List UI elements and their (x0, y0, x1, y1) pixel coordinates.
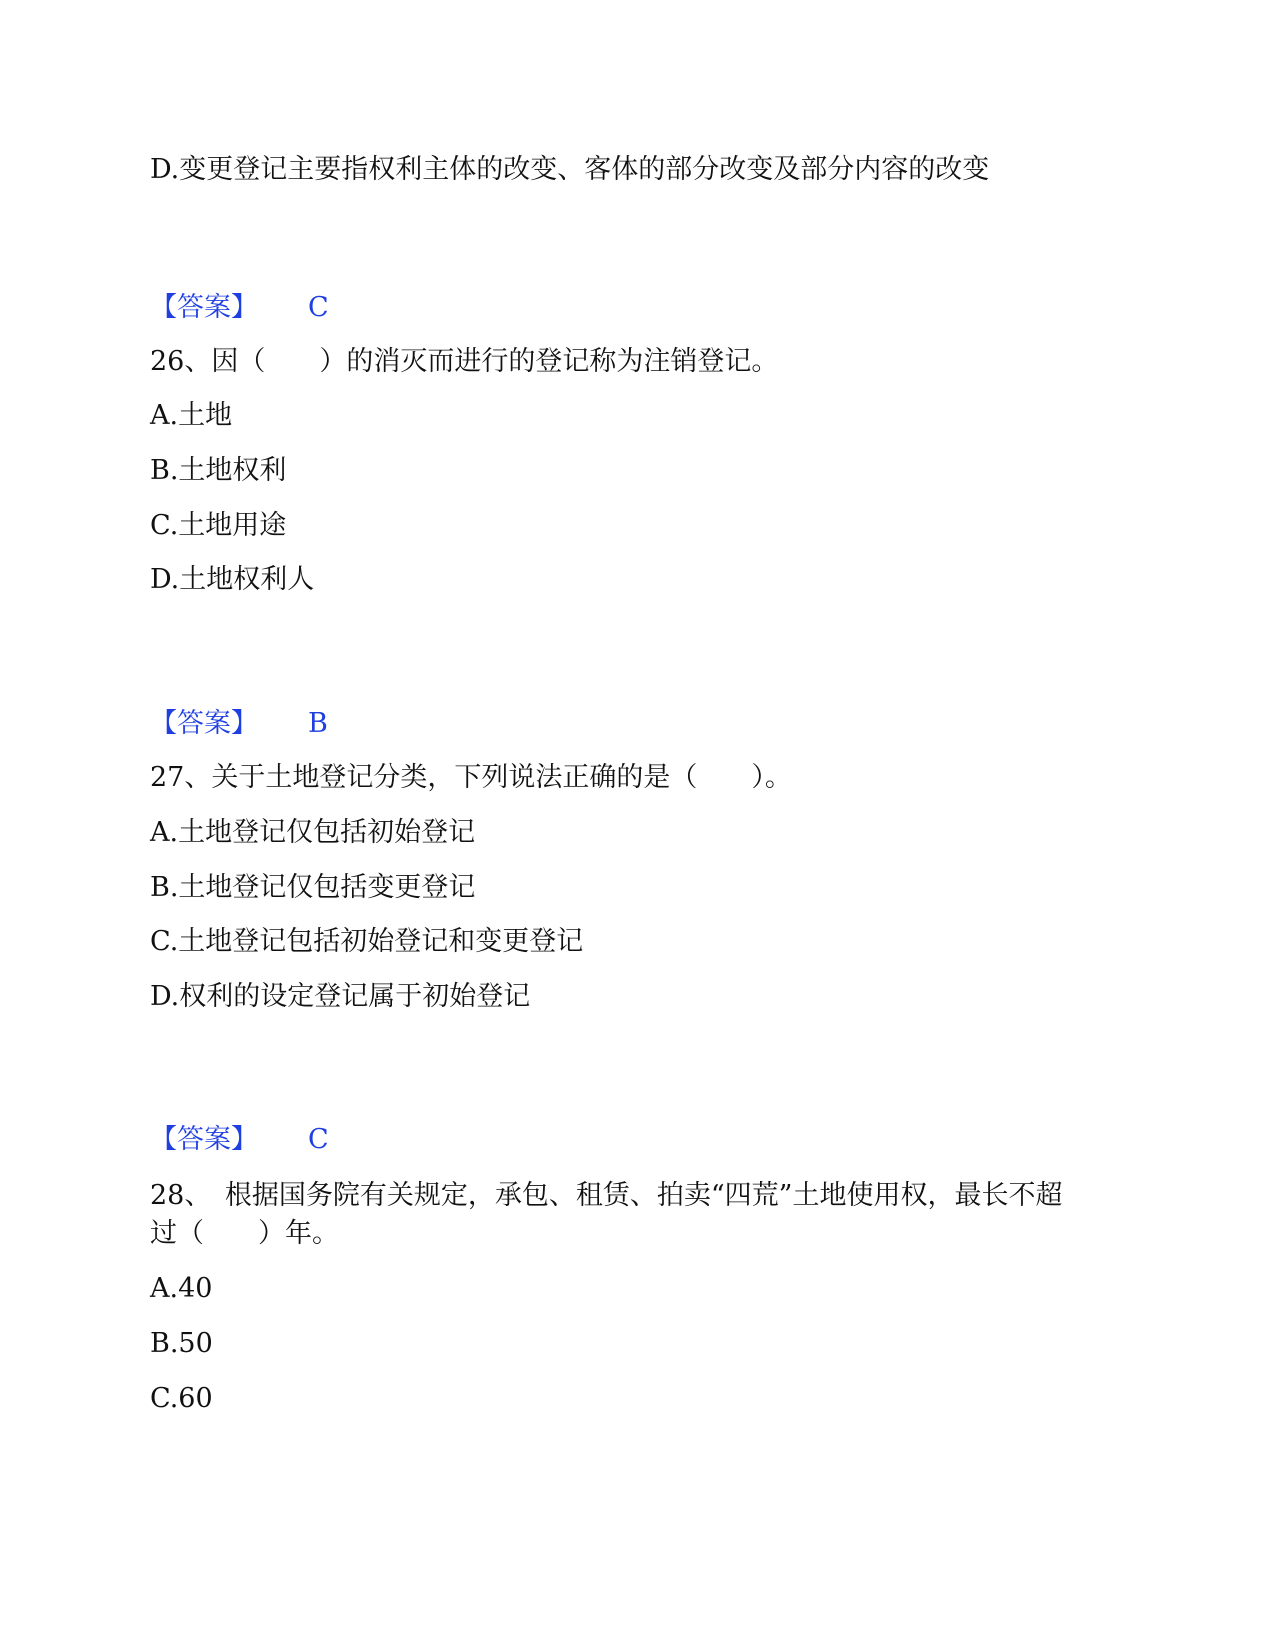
question-27-stem: 27、关于土地登记分类，下列说法正确的是（ ）。 (150, 762, 792, 793)
question-26-stem: 26、因（ ）的消灭而进行的登记称为注销登记。 (150, 346, 779, 377)
question-26-option-d: D.土地权利人 (150, 564, 315, 595)
question-26-option-b: B.土地权利 (150, 455, 287, 486)
answer-25 (150, 290, 329, 326)
question-27-option-a: A.土地登记仅包括初始登记 (150, 817, 476, 848)
answer-label: 【答案】 (150, 708, 258, 739)
answer-label: 【答案】 (150, 292, 258, 323)
answer-value: C (308, 292, 329, 323)
question-25-option-d: D.变更登记主要指权利主体的改变、客体的部分改变及部分内容的改变 (150, 154, 990, 185)
answer-value: B (308, 708, 328, 739)
question-28-stem-line-1: 28、 根据国务院有关规定，承包、租赁、拍卖“四荒”土地使用权，最长不超 (150, 1180, 1063, 1211)
answer-value: C (308, 1124, 329, 1155)
question-27-option-b: B.土地登记仅包括变更登记 (150, 872, 476, 903)
question-28-option-c: C.60 (150, 1383, 213, 1414)
question-28-option-b: B.50 (150, 1328, 213, 1359)
question-26-option-a: A.土地 (150, 400, 233, 431)
answer-label: 【答案】 (150, 1124, 258, 1155)
question-26-option-c: C.土地用途 (150, 510, 287, 541)
question-28-option-a: A.40 (150, 1273, 213, 1304)
question-27-option-d: D.权利的设定登记属于初始登记 (150, 981, 531, 1012)
question-28-stem-line-2: 过（ ）年。 (150, 1218, 339, 1249)
answer-27 (150, 1122, 329, 1158)
question-27-option-c: C.土地登记包括初始登记和变更登记 (150, 926, 584, 957)
answer-26 (150, 706, 328, 742)
